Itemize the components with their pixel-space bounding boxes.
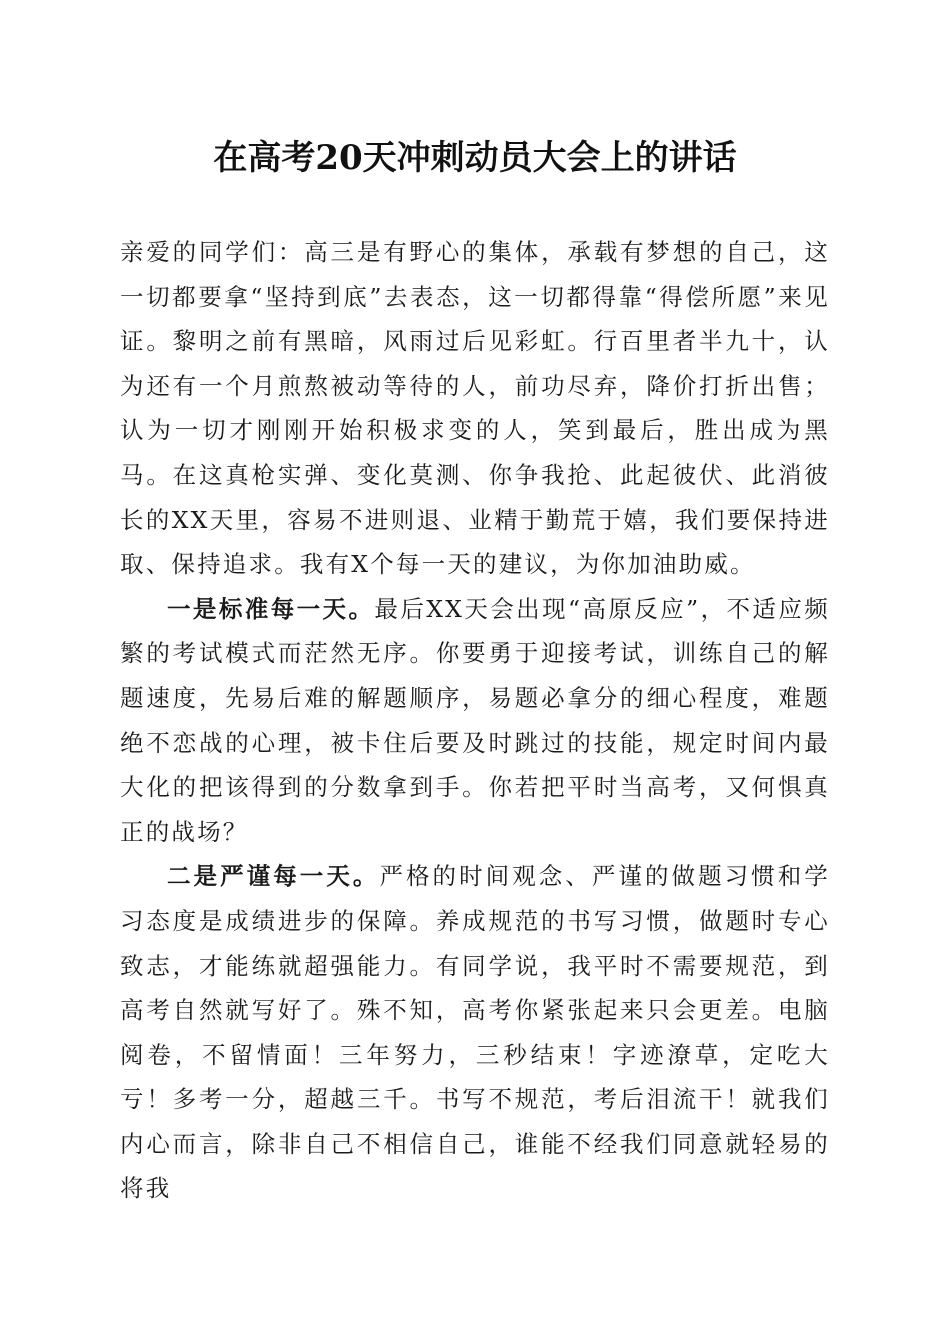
paragraph-opening: [120, 230, 830, 587]
paragraph-point-1-lead: 一是标准每一天。: [167, 594, 375, 623]
document-body: [120, 230, 830, 1211]
paragraph-point-2: [120, 854, 830, 1211]
document-title: 在高考20天冲刺动员大会上的讲话: [213, 138, 737, 178]
paragraph-opening-text: 亲爱的同学们：高三是有野心的集体，承载有梦想的自己，这一切都要拿“坚持到底”去表态，这一切都得靠“得偿所愿”来见证。黎明之前有黑暗，风雨过后见彩虹。行百里者半九十，认为还有一个月煎熬被动等待的人，前功尽弃，降价打折出售；认为一切才刚刚开始积极求变的人，笑到最后，胜出成为黑马。在这真枪实弹、变化莫测、你争我抢、此起彼伏、此消彼长的XX天里，容易不进则退、业精于勤荒于嬉，我们要保持进取、保持追求。我有X个每一天的建议，为你加油助威。: [120, 238, 830, 579]
paragraph-point-2-lead: 二是严谨每一天。: [167, 862, 380, 891]
paragraph-point-1-text: 最后XX天会出现“高原反应”，不适应频繁的考试模式而茫然无序。你要勇于迎接考试，训练自己的解题速度，先易后难的解题顺序，易题必拿分的细心程度，难题绝不恋战的心理，被卡住后要及时跳过的技能，规定时间内最大化的把该得到的分数拿到手。你若把平时当高考，又何惧真正的战场？: [120, 594, 830, 846]
paragraph-point-1: [120, 587, 830, 855]
paragraph-point-2-text: 严格的时间观念、严谨的做题习惯和学习态度是成绩进步的保障。养成规范的书写习惯，做题时专心致志，才能练就超强能力。有同学说，我平时不需要规范，到高考自然就写好了。殊不知，高考你紧张起来只会更差。电脑阅卷，不留情面！三年努力，三秒结束！字迹潦草，定吃大亏！多考一分，超越三千。书写不规范，考后泪流干！就我们内心而言，除非自己不相信自己，谁能不经我们同意就轻易的将我: [120, 862, 830, 1203]
